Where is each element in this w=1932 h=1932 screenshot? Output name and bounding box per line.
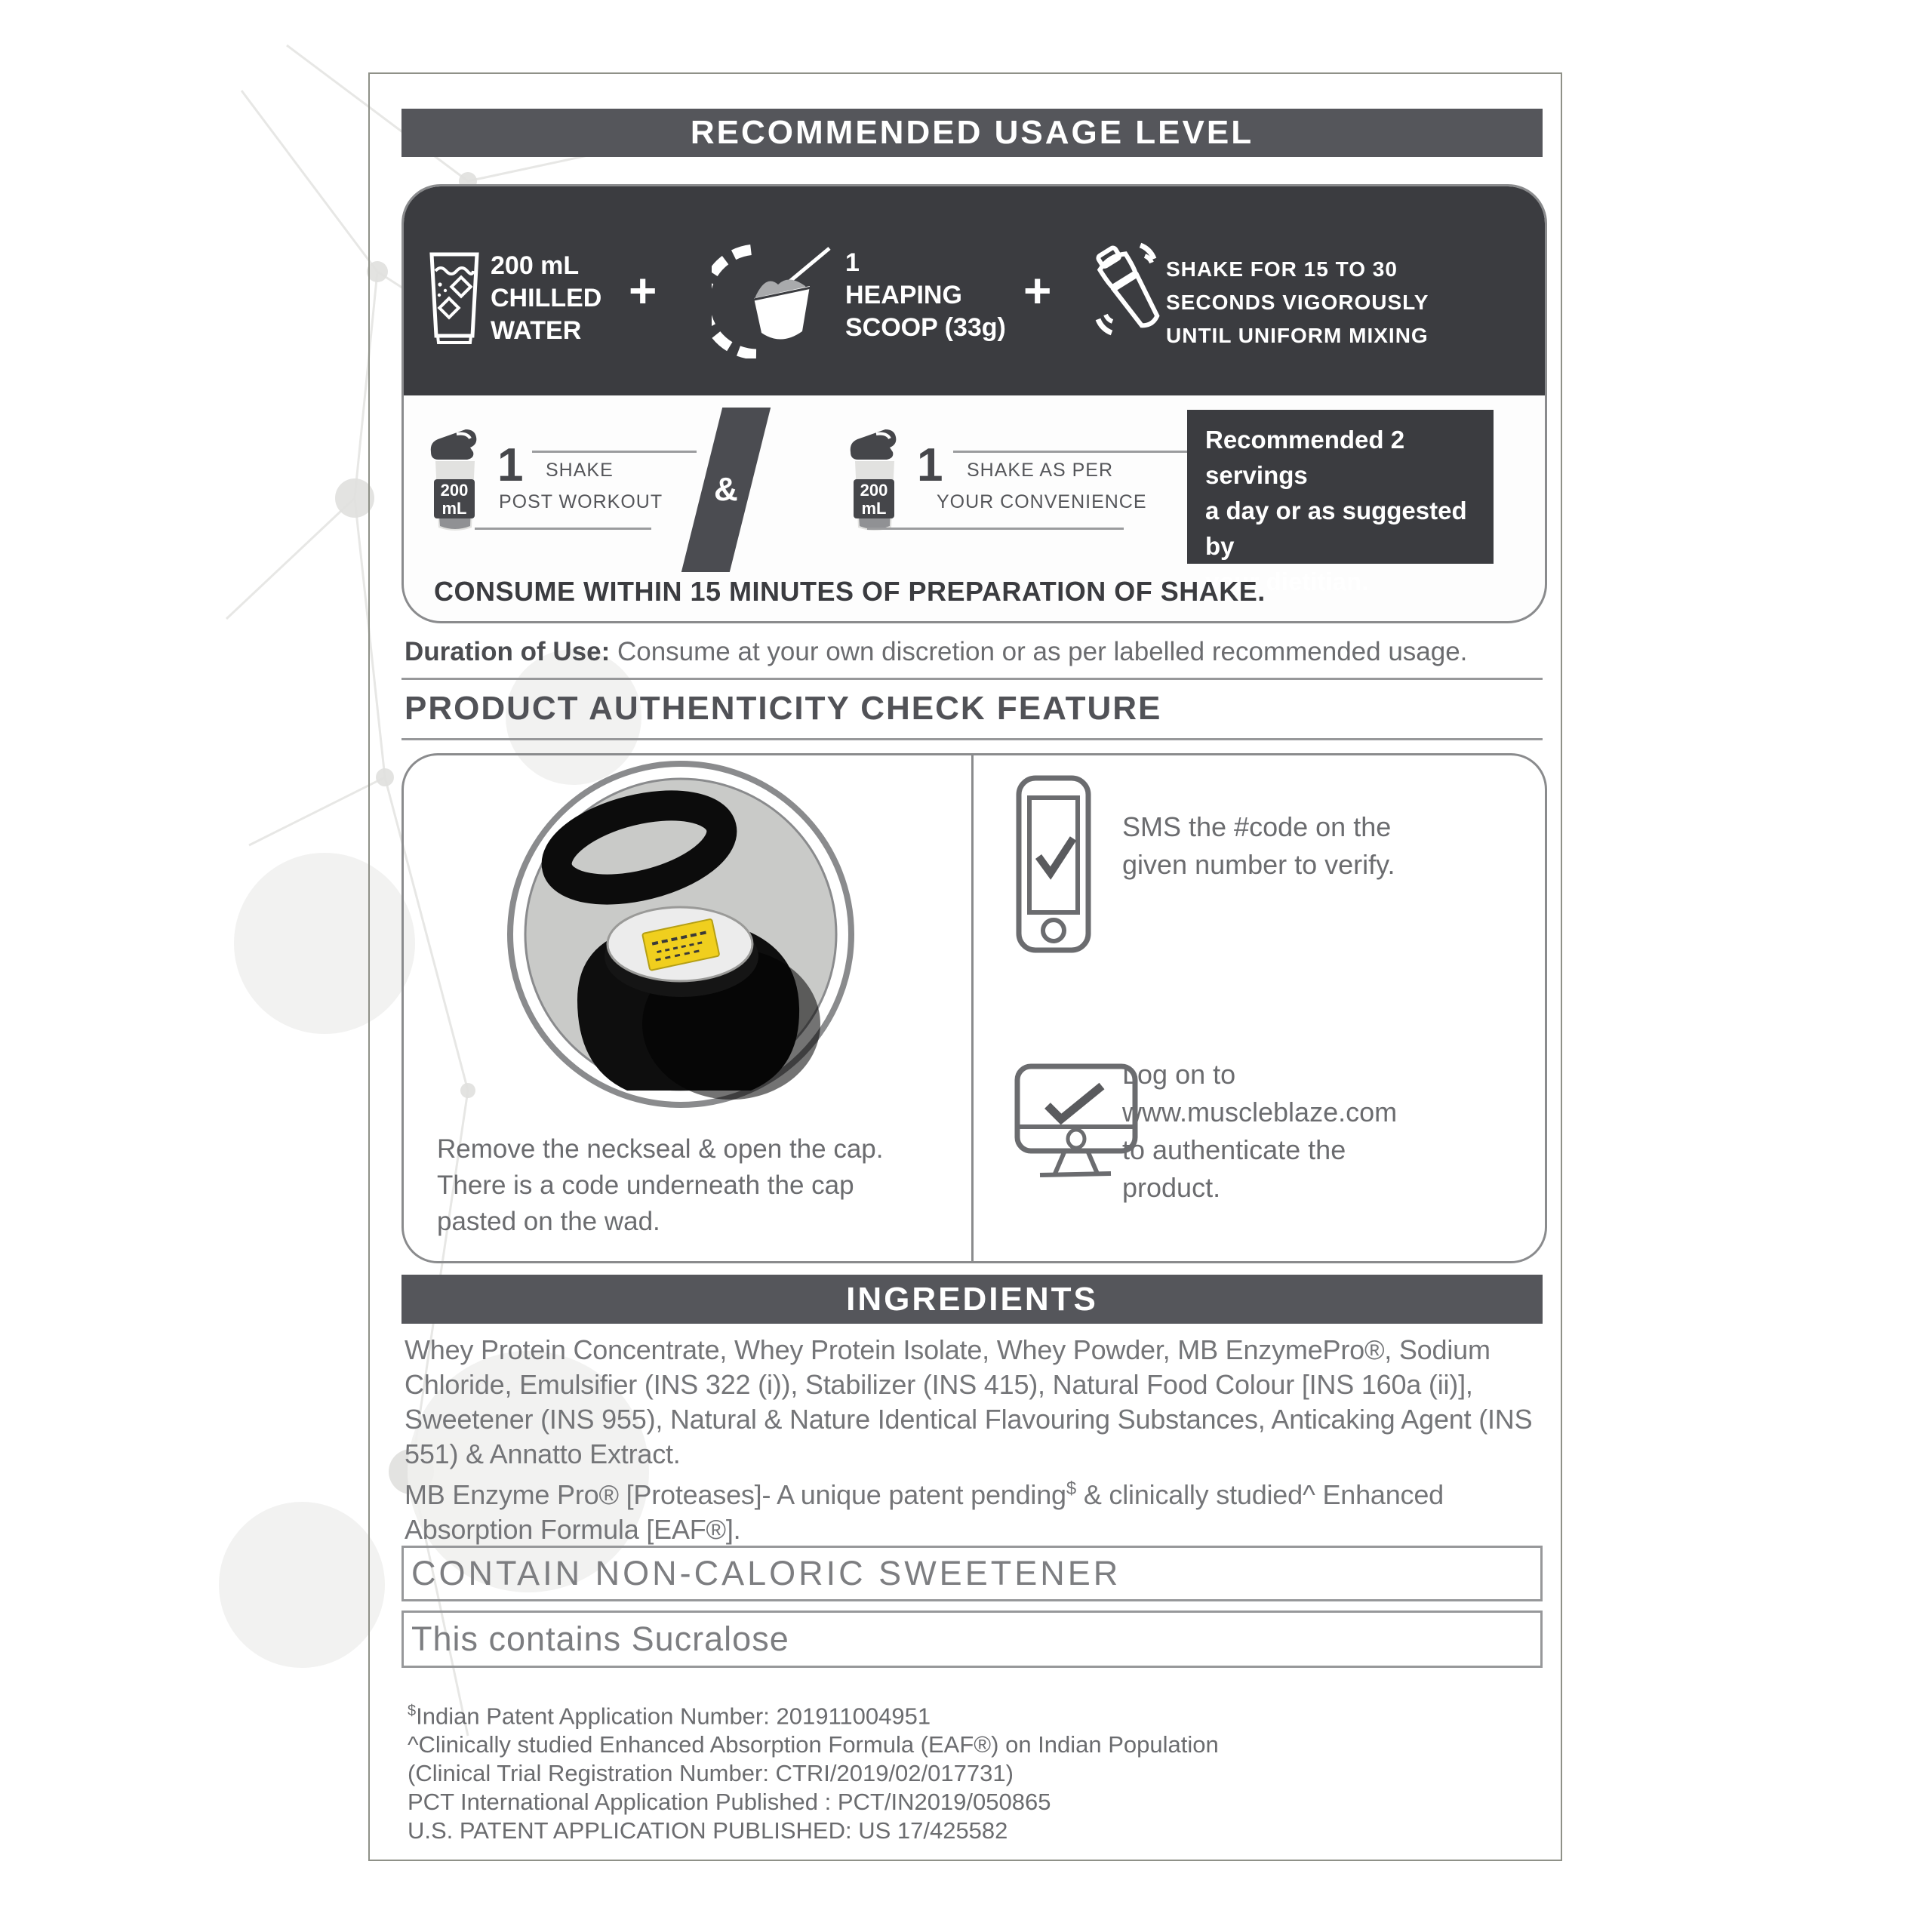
consume-note: CONSUME WITHIN 15 MINUTES OF PREPARATION OF SHAKE. — [434, 576, 1266, 607]
ampersand: & — [714, 471, 738, 508]
badge-ml: mL — [441, 499, 467, 518]
shake2-label-1: SHAKE AS PER — [967, 460, 1114, 481]
usage-dark-panel — [404, 186, 1545, 395]
scoop-line-1: 1 — [845, 248, 860, 277]
scoop-instruction-text — [845, 247, 1006, 344]
sms-instruction — [1122, 808, 1395, 884]
shake1-label-2: POST WORKOUT — [499, 491, 663, 512]
web-line-4: product. — [1122, 1172, 1221, 1203]
ingredients-title: INGREDIENTS — [846, 1280, 1098, 1318]
badge-ml: mL — [861, 499, 887, 518]
authenticity-right-cell — [971, 755, 1545, 1261]
shake2-label-2: YOUR CONVENIENCE — [937, 491, 1147, 512]
enzyme-note-post: & clinically studied^ Enhanced Absorption Formula [EAF®]. — [405, 1479, 1444, 1545]
volume-badge — [434, 479, 475, 518]
shaker-mix-icon — [1092, 239, 1168, 345]
label-sheet — [368, 72, 1562, 1861]
caption-line-2: There is a code underneath the cap — [437, 1171, 854, 1200]
enzyme-note — [405, 1472, 1546, 1547]
recommendation-line-3: your dietitian. — [1205, 568, 1369, 595]
phone-check-icon — [1016, 775, 1091, 953]
badge-200: 200 — [440, 481, 469, 500]
authenticity-section-title: PRODUCT AUTHENTICITY CHECK FEATURE — [405, 690, 1162, 727]
ingredients-list: Whey Protein Concentrate, Whey Protein Isolate, Whey Powder, MB EnzymePro®, Sodium Chloride, Emulsifier (INS 322 (i)), Stabilizer (INS 415), Natural Food Colour [INS 160a (ii)], Sweetener (INS 955), Natural & Nature Identical Flavouring Substances, Anticaking Agent (INS 551) & Annatto Extract. — [405, 1334, 1533, 1469]
enzyme-note-sup: $ — [1066, 1478, 1077, 1499]
footnote-2: ^Clinically studied Enhanced Absorption Formula (EAF®) on Indian Population — [408, 1731, 1219, 1758]
section-header-recommended-usage — [401, 109, 1543, 157]
enzyme-note-pre: MB Enzyme Pro® [Proteases]- A unique patent pending — [405, 1479, 1066, 1510]
sweetener-notice-text: CONTAIN NON-CALORIC SWEETENER — [411, 1554, 1121, 1592]
sms-line-2: given number to verify. — [1122, 849, 1395, 880]
footnote-5: U.S. PATENT APPLICATION PUBLISHED: US 17/425582 — [408, 1817, 1008, 1844]
footnote-1-text: Indian Patent Application Number: 201911004951 — [416, 1703, 931, 1730]
divider — [401, 738, 1543, 740]
connector-line — [867, 528, 1124, 530]
scoop-icon — [712, 242, 832, 358]
jar-open-icon — [505, 758, 857, 1110]
authenticity-left-cell — [404, 755, 971, 1261]
mix-line-2: SECONDS VIGOROUSLY — [1166, 291, 1429, 314]
web-line-3: to authenticate the — [1122, 1134, 1346, 1165]
monitor-check-icon — [1013, 1060, 1140, 1184]
connector-line — [475, 528, 651, 530]
water-instruction-text — [491, 250, 601, 347]
duration-text: Consume at your own discretion or as per labelled recommended usage. — [610, 637, 1468, 666]
sweetener-notice-box — [401, 1546, 1543, 1601]
footnote-1-sup: $ — [408, 1703, 417, 1719]
footnote-4: PCT International Application Published : PCT/IN2019/050865 — [408, 1789, 1051, 1816]
water-line-2: CHILLED — [491, 284, 602, 312]
recommendation-line-2: a day or as suggested by — [1205, 497, 1467, 560]
divider — [401, 678, 1543, 680]
caption-line-1: Remove the neckseal & open the cap. — [437, 1134, 884, 1164]
usage-instructions-panel — [401, 184, 1547, 623]
web-line-2: www.muscleblaze.com — [1122, 1097, 1398, 1128]
recommendation-line-1: Recommended 2 servings — [1205, 426, 1405, 489]
authenticity-panel — [401, 753, 1547, 1263]
shake1-count: 1 — [497, 439, 524, 491]
plus-icon: + — [1023, 263, 1052, 318]
sucralose-notice-box — [401, 1611, 1543, 1668]
sms-line-1: SMS the #code on the — [1122, 811, 1392, 842]
jar-caption — [437, 1131, 883, 1240]
water-glass-icon — [429, 251, 480, 345]
footnote-1 — [408, 1697, 1540, 1730]
web-instruction — [1122, 1056, 1397, 1207]
mix-line-3: UNTIL UNIFORM MIXING — [1166, 324, 1429, 347]
web-line-1: Log on to — [1122, 1059, 1236, 1090]
connector-line — [532, 451, 697, 453]
page-title: RECOMMENDED USAGE LEVEL — [690, 114, 1254, 151]
mix-line-1: SHAKE FOR 15 TO 30 — [1166, 257, 1398, 281]
water-line-3: WATER — [491, 316, 582, 345]
mix-instruction-text — [1166, 253, 1429, 352]
patent-footnotes — [408, 1697, 1540, 1845]
water-line-1: 200 mL — [491, 251, 580, 280]
ampersand-band — [681, 408, 771, 572]
footnote-3: (Clinical Trial Registration Number: CTRI/2019/02/017731) — [408, 1760, 1014, 1787]
caption-line-3: pasted on the wad. — [437, 1207, 660, 1236]
volume-badge — [854, 479, 894, 518]
recommendation-note-box — [1187, 410, 1494, 595]
section-header-ingredients — [401, 1275, 1543, 1324]
duration-of-use — [405, 637, 1467, 667]
scoop-line-3: SCOOP (33g) — [845, 313, 1006, 342]
connector-line — [953, 451, 1187, 453]
plus-icon: + — [629, 263, 657, 318]
shake1-label-1: SHAKE — [546, 460, 614, 481]
duration-label: Duration of Use: — [405, 637, 611, 666]
scoop-line-2: HEAPING — [845, 281, 962, 309]
badge-200: 200 — [860, 481, 888, 500]
sucralose-notice-text: This contains Sucralose — [411, 1620, 789, 1658]
shake2-count: 1 — [917, 439, 943, 491]
